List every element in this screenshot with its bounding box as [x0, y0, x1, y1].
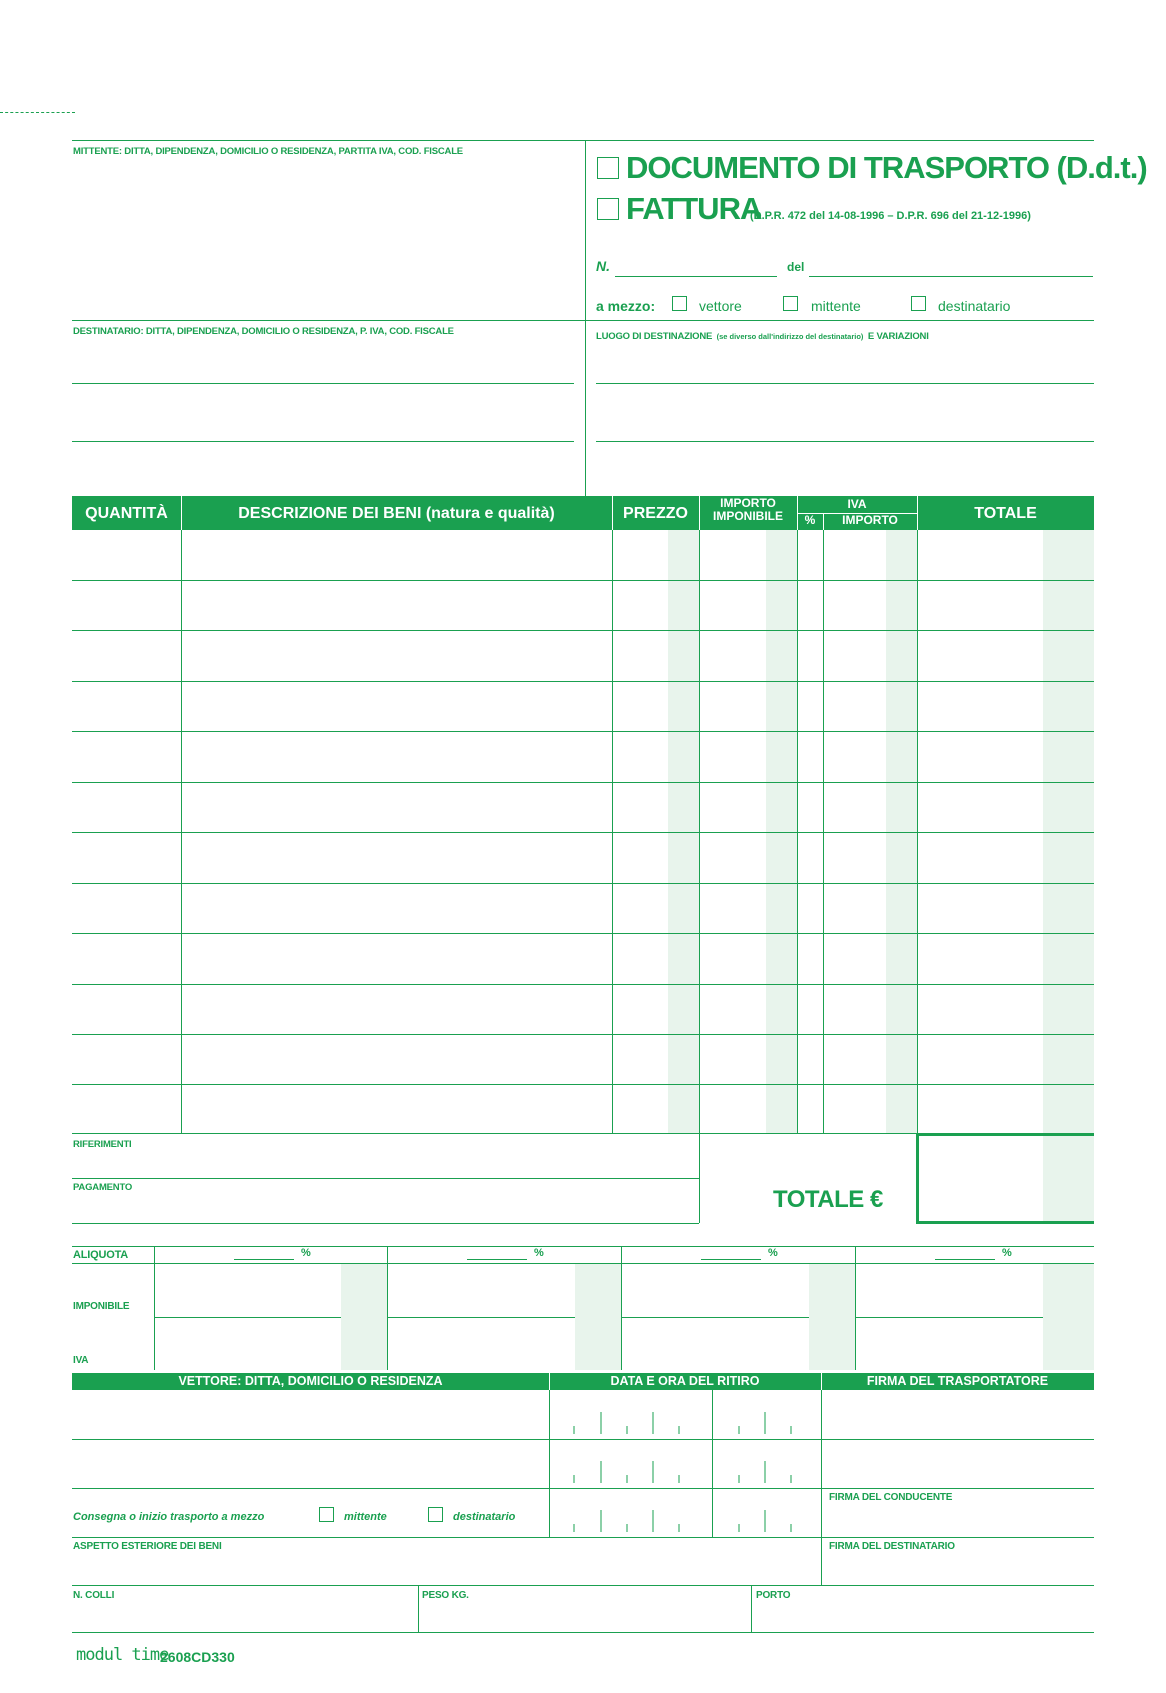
ddt-title: DOCUMENTO DI TRASPORTO (D.d.t.) [626, 150, 1147, 185]
means-destinatario-checkbox[interactable] [911, 296, 926, 311]
driver-signature-label: FIRMA DEL CONDUCENTE [829, 1492, 953, 1503]
vat-cents-shade [1043, 1264, 1094, 1370]
ddt-checkbox[interactable] [597, 157, 619, 179]
vat-top-rule [72, 1246, 1094, 1247]
date-label: del [787, 260, 805, 274]
carrier-row-rule [821, 1488, 1094, 1489]
destination-note: (se diverso dall'indirizzo del destinatario) [716, 332, 864, 341]
datetime-tick-marks [549, 1390, 821, 1537]
goods-rule[interactable] [72, 1585, 1094, 1586]
col-line [699, 530, 700, 1223]
table-row[interactable] [72, 984, 1094, 985]
delivery-mittente-checkbox[interactable] [319, 1507, 334, 1522]
total-cents-shade [1043, 530, 1094, 1223]
total-box[interactable] [916, 1133, 1094, 1224]
table-row[interactable] [72, 832, 1094, 833]
euro-symbol: € [869, 1186, 883, 1213]
goods-col-line [418, 1585, 419, 1632]
dpr-reference: (D.P.R. 472 del 14-08-1996 – D.P.R. 696 del 21-12-1996) [750, 210, 1031, 222]
total-label [773, 1186, 883, 1214]
table-row[interactable] [72, 1034, 1094, 1035]
number-field[interactable] [615, 276, 777, 277]
transport-means-label: a mezzo: [596, 298, 656, 314]
col-description: DESCRIZIONE DEI BENI (natura e qualità) [238, 505, 555, 522]
col-price: PREZZO [623, 505, 688, 522]
references-label: RIFERIMENTI [73, 1139, 132, 1150]
goods-col-line [751, 1585, 752, 1632]
col-taxable-1: IMPORTO [720, 496, 776, 510]
vat-rate-field-4[interactable] [935, 1259, 995, 1260]
fattura-checkbox[interactable] [597, 198, 619, 220]
table-row[interactable] [72, 933, 1094, 934]
table-row[interactable] [72, 782, 1094, 783]
vat-col-line [387, 1246, 388, 1370]
perforation-mark [0, 112, 75, 113]
total-text: TOTALE [773, 1186, 864, 1213]
delivery-label: Consegna o inizio trasporto a mezzo [73, 1511, 265, 1523]
table-row[interactable] [72, 883, 1094, 884]
vat-col-line [621, 1246, 622, 1370]
header-mid-rule [72, 320, 1094, 321]
vat-rate-field-3[interactable] [701, 1259, 761, 1260]
form-code: 2608CD330 [160, 1649, 235, 1665]
table-row[interactable] [72, 580, 1094, 581]
carrier-header: VETTORE: DITTA, DOMICILIO O RESIDENZA [178, 1374, 443, 1388]
header-divider [585, 140, 586, 496]
delivery-destinatario-checkbox[interactable] [428, 1507, 443, 1522]
means-vettore-label: vettore [699, 298, 742, 314]
carrier-bottom-rule [72, 1537, 1094, 1538]
vat-pct-2: % [534, 1247, 544, 1259]
payment-label: PAGAMENTO [73, 1182, 133, 1193]
number-label: N. [596, 258, 610, 274]
delivery-mittente-label: mittente [344, 1511, 387, 1523]
destination-label: LUOGO DI DESTINAZIONE [596, 331, 713, 342]
weight-label: PESO KG. [422, 1590, 469, 1601]
destination-line-2[interactable] [596, 441, 1094, 442]
date-field[interactable] [809, 276, 1093, 277]
vat-pct-3: % [768, 1247, 778, 1259]
vat-rate-field-1[interactable] [234, 1259, 294, 1260]
pickup-header: DATA E ORA DEL RITIRO [610, 1374, 760, 1388]
col-vat-pct: % [804, 513, 816, 527]
means-mittente-checkbox[interactable] [783, 296, 798, 311]
vat-rate-label: ALIQUOTA [73, 1249, 129, 1261]
destination-label-group [596, 326, 929, 344]
vat-taxable-label: IMPONIBILE [73, 1301, 130, 1312]
vat-cents-shade [575, 1264, 621, 1370]
vat-col-line [154, 1246, 155, 1370]
vat-vat-label: IVA [73, 1355, 89, 1366]
table-row[interactable] [72, 731, 1094, 732]
brand-logo: modul time [76, 1645, 169, 1665]
col-taxable-2: IMPONIBILE [712, 509, 783, 523]
signature-header: FIRMA DEL TRASPORTATORE [866, 1374, 1049, 1388]
table-row[interactable] [72, 681, 1094, 682]
table-row[interactable] [72, 1084, 1094, 1085]
vat-rate-field-2[interactable] [467, 1259, 527, 1260]
means-vettore-checkbox[interactable] [672, 296, 687, 311]
table-row[interactable] [72, 630, 1094, 631]
vat-cents-shade [809, 1264, 855, 1370]
destination-line-1[interactable] [596, 383, 1094, 384]
fattura-title: FATTURA [626, 191, 762, 226]
col-quantity: QUANTITÀ [85, 505, 168, 522]
col-total: TOTALE [974, 505, 1037, 522]
recipient-signature-label: FIRMA DEL DESTINATARIO [829, 1541, 955, 1552]
vat-cents-shade [341, 1264, 387, 1370]
vat-pct-4: % [1002, 1247, 1012, 1259]
delivery-destinatario-label: destinatario [453, 1511, 516, 1523]
bottom-rule [72, 1632, 1094, 1633]
recipient-line-2[interactable] [72, 441, 574, 442]
means-mittente-label: mittente [811, 298, 861, 314]
pickup-datetime-grid[interactable] [549, 1390, 821, 1537]
col-vat-amount: IMPORTO [842, 513, 898, 527]
references-rule [72, 1178, 699, 1179]
recipient-label: DESTINATARIO: DITTA, DIPENDENZA, DOMICILIO O RESIDENZA, P. IVA, COD. FISCALE [73, 326, 454, 337]
shipping-label: PORTO [756, 1590, 791, 1601]
vat-pct-1: % [301, 1247, 311, 1259]
sender-label: MITTENTE: DITTA, DIPENDENZA, DOMICILIO O RESIDENZA, PARTITA IVA, COD. FISCALE [73, 146, 463, 157]
col-vat: IVA [847, 497, 867, 511]
vat-col-line [855, 1246, 856, 1370]
destination-suffix: E VARIAZIONI [867, 331, 929, 342]
vat-taxable-rule [154, 1317, 1094, 1318]
packages-label: N. COLLI [73, 1590, 115, 1601]
goods-appearance-label: ASPETTO ESTERIORE DEI BENI [73, 1541, 222, 1552]
top-rule [72, 140, 1094, 141]
means-destinatario-label: destinatario [938, 298, 1011, 314]
payment-rule [72, 1223, 699, 1224]
recipient-line-1[interactable] [72, 383, 574, 384]
